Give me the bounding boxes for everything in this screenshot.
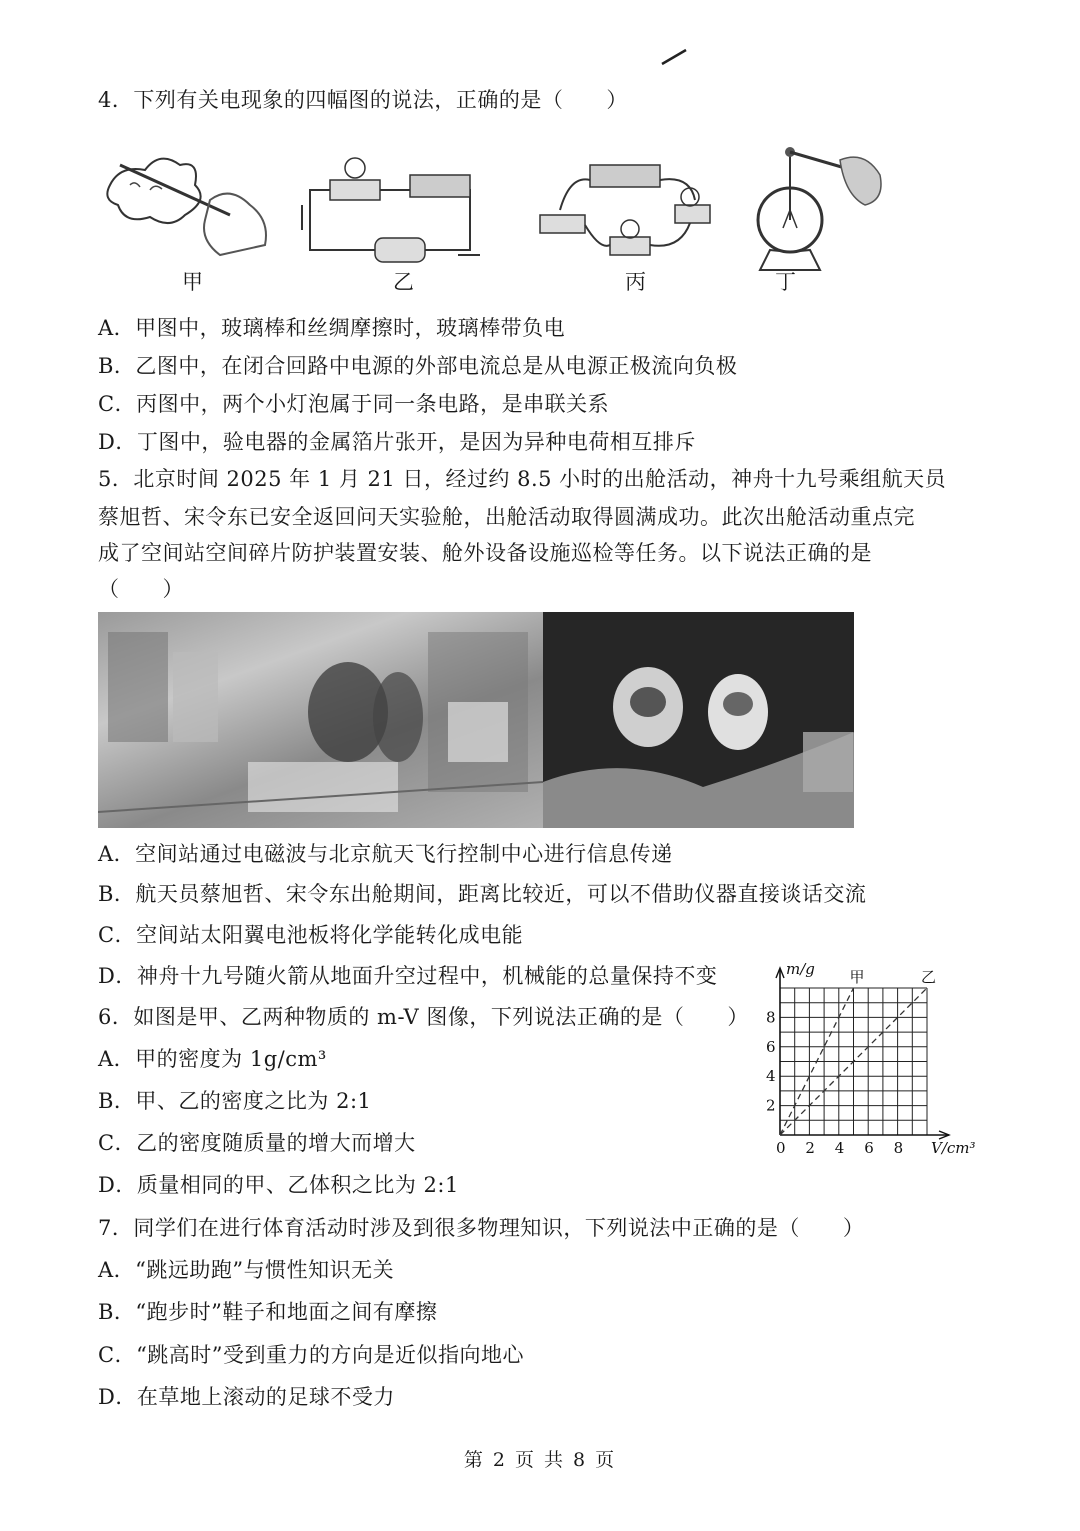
y-tick-label: 6 <box>766 1037 776 1056</box>
y-tick-label: 8 <box>766 1008 776 1027</box>
q7-option-c: C．“跳高时”受到重力的方向是近似指向地心 <box>98 1343 525 1367</box>
q7-stem: 7．同学们在进行体育活动时涉及到很多物理知识，下列说法中正确的是（ ） <box>98 1216 865 1240</box>
q6-option-a: A．甲的密度为 1g/cm³ <box>98 1047 327 1071</box>
figure-label-ding: 丁 <box>775 270 796 294</box>
q5-stem-line-1: 5．北京时间 2025 年 1 月 21 日，经过约 8.5 小时的出舱活动，神舟十九号乘组航天员 <box>98 467 947 491</box>
q4-option-a: A．甲图中，玻璃棒和丝绸摩擦时，玻璃棒带负电 <box>98 316 566 340</box>
q7-option-d: D．在草地上滚动的足球不受力 <box>98 1385 395 1409</box>
figure-label-yi: 乙 <box>393 270 414 294</box>
y-tick-label: 4 <box>766 1067 776 1086</box>
q5-stem-line-4: （ ） <box>98 577 184 601</box>
q4-option-b: B．乙图中，在闭合回路中电源的外部电流总是从电源正极流向负极 <box>98 354 738 378</box>
figure-yi-circuit <box>290 150 490 265</box>
x-tick-label: 2 <box>805 1139 815 1157</box>
q5-option-b: B．航天员蔡旭哲、宋令东出舱期间，距离比较近，可以不借助仪器直接谈话交流 <box>98 882 867 906</box>
figure-jia-rubbing-rod <box>100 145 270 260</box>
figure-label-bing: 丙 <box>625 270 646 294</box>
y-tick-label: 2 <box>766 1096 776 1115</box>
x-tick-label: 6 <box>864 1139 874 1157</box>
x-tick-label: 8 <box>893 1139 904 1157</box>
q6-stem: 6．如图是甲、乙两种物质的 m-V 图像，下列说法正确的是（ ） <box>98 1005 749 1029</box>
q4-stem: 4．下列有关电现象的四幅图的说法，正确的是（ ） <box>98 88 628 112</box>
photo-space-station-interior <box>98 612 543 828</box>
q6-option-d: D．质量相同的甲、乙体积之比为 2:1 <box>98 1173 459 1197</box>
photo-astronauts-spacewalk <box>543 612 854 828</box>
page-footer: 第 2 页 共 8 页 <box>463 1449 617 1471</box>
series-label-yi: 乙 <box>921 968 937 986</box>
q5-option-a: A．空间站通过电磁波与北京航天飞行控制中心进行信息传递 <box>98 842 673 866</box>
figure-bing-two-bulbs <box>530 155 720 265</box>
x-axis-label: V/cm³ <box>931 1139 976 1157</box>
q5-stem-line-3: 成了空间站空间碎片防护装置安装、舱外设备设施巡检等任务。以下说法正确的是 <box>98 541 872 565</box>
y-axis-label: m/g <box>786 960 815 978</box>
q7-option-b: B．“跑步时”鞋子和地面之间有摩擦 <box>98 1300 438 1324</box>
q6-option-b: B．甲、乙的密度之比为 2:1 <box>98 1089 372 1113</box>
figure-ding-electroscope <box>745 140 895 275</box>
series-label-jia: 甲 <box>849 968 865 986</box>
q4-option-d: D．丁图中，验电器的金属箔片张开，是因为异种电荷相互排斥 <box>98 430 696 454</box>
q5-option-d: D．神舟十九号随火箭从地面升空过程中，机械能的总量保持不变 <box>98 964 718 988</box>
q4-option-c: C．丙图中，两个小灯泡属于同一条电路，是串联关系 <box>98 392 610 416</box>
q6-option-c: C．乙的密度随质量的增大而增大 <box>98 1131 416 1155</box>
x-tick-label: 0 <box>776 1139 786 1157</box>
mv-chart <box>760 945 985 1170</box>
figure-label-jia: 甲 <box>182 270 203 294</box>
stray-pen-mark <box>660 46 690 68</box>
q5-option-c: C．空间站太阳翼电池板将化学能转化成电能 <box>98 923 524 947</box>
x-tick-label: 4 <box>834 1139 845 1157</box>
q7-option-a: A．“跳远助跑”与惯性知识无关 <box>98 1258 395 1282</box>
q5-stem-line-2: 蔡旭哲、宋令东已安全返回问天实验舱，出舱活动取得圆满成功。此次出舱活动重点完 <box>98 505 915 529</box>
